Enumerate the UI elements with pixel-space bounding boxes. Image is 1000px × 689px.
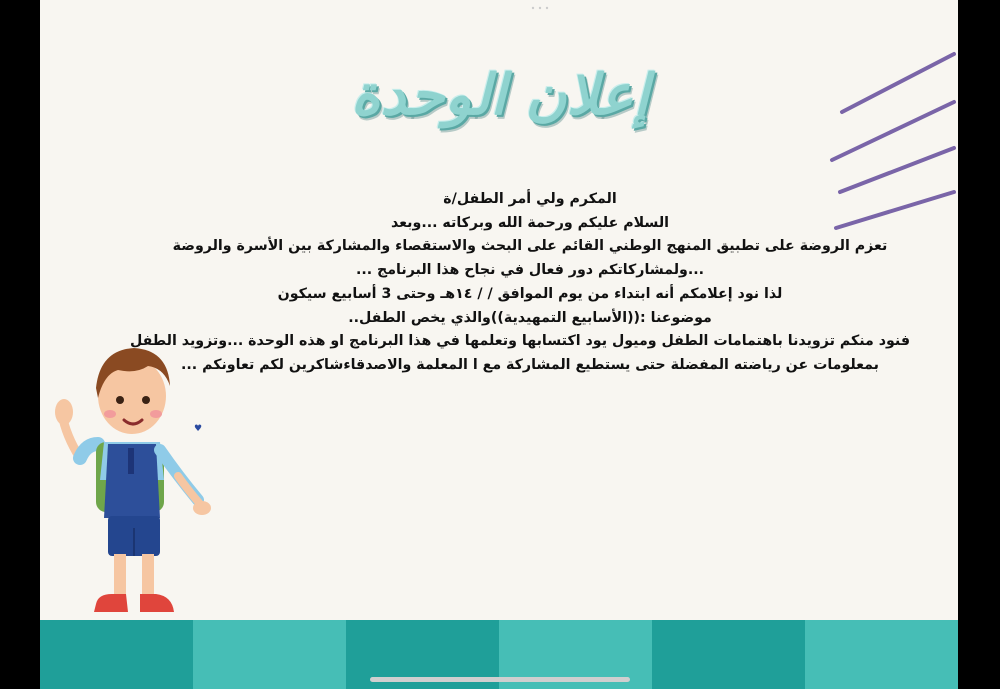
home-indicator-bar[interactable]	[370, 677, 630, 682]
line-topic: موضوعنا :((الأسابيع التمهيدية))والذي يخص الطفل..	[348, 309, 712, 326]
line-participation: ...ولمشاركاتكم دور فعال في نجاح هذا البرنامج ...	[355, 262, 705, 279]
heart-icon: ♥	[194, 424, 203, 434]
announcement-body	[129, 188, 910, 378]
right-black-bar	[958, 0, 1000, 689]
line-closing: بمعلومات عن رياضته المفضلة حتى يستطيع المشاركة مع ا المعلمة والاصدقاءشاكرين لكم تعاونكم ...	[181, 356, 879, 373]
left-black-bar	[0, 0, 40, 689]
footer-block-5	[652, 620, 805, 689]
line-greeting-recipient: المكرم ولي أمر الطفل/ة	[443, 191, 617, 207]
line-request: فنود منكم تزويدنا باهتمامات الطفل وميول يود اكتسابها وتعلمها في هذا البرنامج او هذه الوحدة ...وتزويد الطفل	[129, 333, 910, 350]
line-dates: لذا نود إعلامكم أنه ابتداء من يوم الموافق / / ١٤هـ وحتى 3 أسابيع سيكون	[277, 285, 783, 302]
footer-block-2	[193, 620, 346, 689]
line-curriculum: تعزم الروضة على تطبيق المنهج الوطني القائم على البحث والاستقصاء والمشاركة بين الأسرة والروضة	[172, 238, 888, 255]
footer-block-1	[40, 620, 193, 689]
waving-boy-illustration	[52, 340, 212, 625]
line-salutation: السلام عليكم ورحمة الله وبركاته ...وبعد	[390, 214, 670, 231]
announcement-title	[300, 62, 700, 152]
title-text: إعلان الوحدة	[351, 62, 649, 128]
top-dots-indicator	[530, 6, 550, 10]
footer-block-6	[805, 620, 958, 689]
